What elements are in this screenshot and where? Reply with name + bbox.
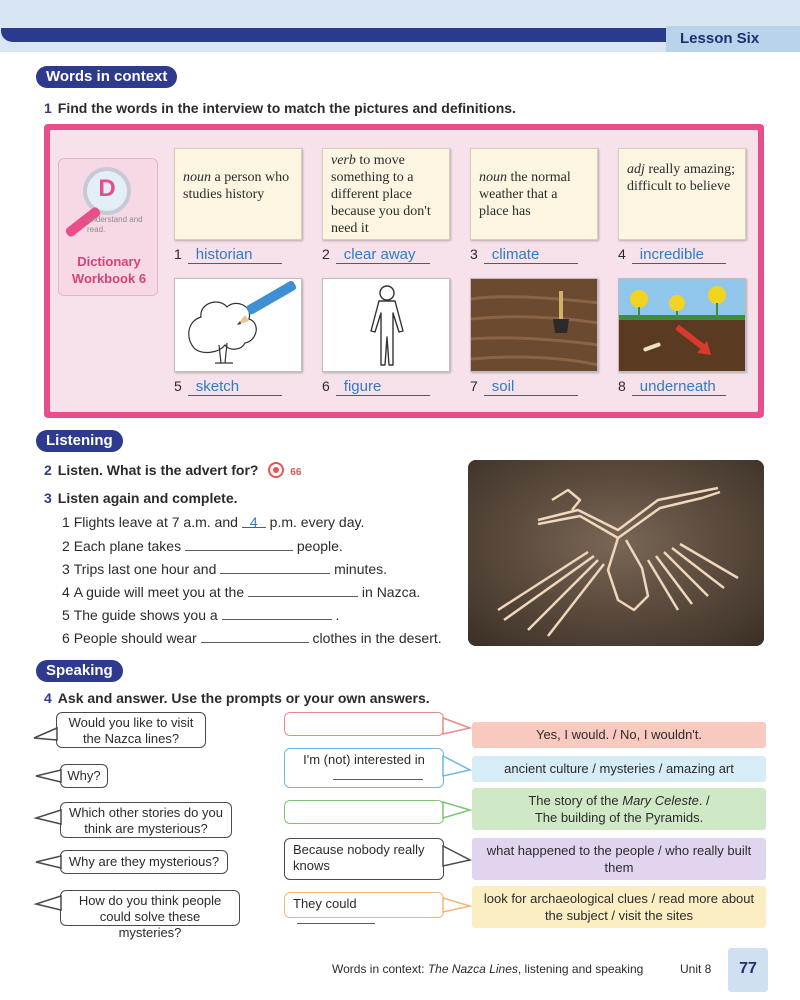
footer-suffix: , listening and speaking [517, 962, 644, 976]
dictionary-title-line2: Workbook 6 [71, 271, 147, 286]
response-text: I'm (not) interested in [303, 752, 425, 767]
dictionary-letter: D [98, 175, 116, 202]
instruction-number: 1 [44, 100, 52, 116]
answer-row-5 [174, 378, 282, 396]
answer-field[interactable]: clear away [336, 246, 430, 264]
footer-italic: The Nazca Lines [427, 962, 518, 976]
prompt-box-1: Yes, I would. / No, I wouldn't. [472, 722, 766, 748]
definition-pos: noun [183, 170, 211, 185]
prompt-box-4: what happened to the people / who really built them [472, 838, 766, 880]
underneath-picture [618, 278, 746, 372]
answer-number: 1 [174, 246, 182, 262]
instruction-3 [44, 490, 238, 506]
answer-blank[interactable] [248, 583, 358, 597]
section-speaking: Speaking [36, 660, 123, 682]
question-bubble-4: Why are they mysterious? [60, 850, 228, 874]
line-number: 4 [62, 584, 70, 600]
answer-field[interactable]: climate [484, 246, 578, 264]
dictionary-title-line1: Dictionary [77, 254, 141, 269]
question-bubble-5: How do you think people could solve these mysteries? [60, 890, 240, 926]
section-words-in-context: Words in context [36, 66, 177, 88]
listening-line-1 [62, 514, 364, 530]
answer-blank[interactable] [185, 537, 293, 551]
line-number: 3 [62, 561, 70, 577]
dictionary-card [58, 158, 158, 296]
line-text-after: in Nazca. [358, 584, 421, 600]
response-blank[interactable] [297, 912, 375, 924]
listening-line-2 [62, 537, 343, 554]
instruction-text: Listen. What is the advert for? [57, 462, 259, 478]
response-bubble-5[interactable] [284, 892, 444, 918]
listening-line-6 [62, 629, 442, 646]
answer-number: 8 [618, 378, 626, 394]
line-number: 1 [62, 514, 70, 530]
answer-number: 2 [322, 246, 330, 262]
nazca-lines-photo [468, 460, 764, 646]
listening-line-3 [62, 560, 387, 577]
audio-track-number: 66 [290, 467, 302, 478]
words-panel-inner [50, 130, 758, 412]
question-tails [30, 720, 64, 920]
listening-line-4 [62, 583, 420, 600]
prompt-text: The building of the Pyramids. [534, 810, 704, 825]
magnifier-icon [83, 167, 131, 215]
instruction-2 [44, 462, 301, 478]
definition-text: a person who studies history [183, 170, 290, 202]
line-number: 6 [62, 630, 70, 646]
line-text-before: A guide will meet you at the [73, 584, 249, 600]
dictionary-title [59, 253, 159, 287]
question-bubble-1: Would you like to visit the Nazca lines? [56, 712, 206, 748]
prompt-text: . / [698, 793, 710, 808]
answer-field[interactable]: soil [484, 378, 578, 396]
definition-pos: noun [479, 170, 507, 185]
answer-blank[interactable]: 4 [242, 514, 266, 528]
words-panel [44, 124, 764, 418]
answer-field[interactable]: historian [188, 246, 282, 264]
footer-text [332, 962, 643, 976]
line-text-after: minutes. [330, 561, 388, 577]
instruction-4 [44, 690, 430, 706]
section-listening: Listening [36, 430, 123, 452]
prompt-box-5: look for archaeological clues / read more about the subject / visit the sites [472, 886, 766, 928]
line-text-before: Trips last one hour and [73, 561, 221, 577]
prompt-box-3 [472, 788, 766, 830]
prompt-italic: Mary Celeste [622, 793, 699, 808]
audio-icon[interactable] [268, 462, 284, 478]
lesson-tab: Lesson Six [666, 26, 800, 52]
answer-row-7 [470, 378, 578, 396]
response-bubble-1[interactable] [284, 712, 444, 736]
answer-field[interactable]: sketch [188, 378, 282, 396]
instruction-number: 3 [44, 490, 52, 506]
line-number: 5 [62, 607, 70, 623]
response-blank[interactable] [333, 768, 423, 780]
line-text-before: The guide shows you a [73, 607, 222, 623]
response-text: Because nobody really knows [293, 842, 425, 873]
answer-number: 6 [322, 378, 330, 394]
line-text-before: Each plane takes [73, 538, 185, 554]
line-text-after: clothes in the desert. [308, 630, 442, 646]
definition-card-4 [618, 148, 746, 240]
line-number: 2 [62, 538, 70, 554]
definition-text: to move something to a different place because you don't need it [331, 153, 431, 236]
instruction-text: Ask and answer. Use the prompts or your own answers. [57, 690, 430, 706]
answer-blank[interactable] [201, 629, 309, 643]
prompt-box-2: ancient culture / mysteries / amazing art [472, 756, 766, 782]
answer-field[interactable]: figure [336, 378, 430, 396]
answer-row-1 [174, 246, 282, 264]
answer-row-6 [322, 378, 430, 396]
line-text-after: people. [292, 538, 343, 554]
sketch-picture [174, 278, 302, 372]
question-bubble-3: Which other stories do you think are mysterious? [60, 802, 232, 838]
definition-card-2 [322, 148, 450, 240]
listening-line-5 [62, 606, 339, 623]
definition-card-3 [470, 148, 598, 240]
footer-unit: Unit 8 [680, 962, 712, 976]
footer-prefix: Words in context: [332, 962, 428, 976]
line-text-after: . [331, 607, 340, 623]
answer-row-4 [618, 246, 726, 264]
response-text: They could [293, 896, 357, 911]
response-bubble-3[interactable] [284, 800, 444, 824]
definition-pos: verb [331, 153, 356, 168]
response-bubble-2[interactable] [284, 748, 444, 788]
response-tails [440, 714, 474, 924]
answer-field[interactable]: underneath [632, 378, 726, 396]
definition-text: really amazing; difficult to believe [627, 162, 736, 194]
dictionary-small-text: understand and read. [87, 215, 143, 234]
header-stripe [0, 28, 681, 42]
line-text-after: p.m. every day. [265, 514, 365, 530]
answer-number: 3 [470, 246, 478, 262]
answer-field[interactable]: incredible [632, 246, 726, 264]
answer-row-3 [470, 246, 578, 264]
answer-row-2 [322, 246, 430, 264]
soil-picture [470, 278, 598, 372]
instruction-text: Listen again and complete. [57, 490, 238, 506]
page-number: 77 [728, 948, 768, 992]
instruction-text: Find the words in the interview to match the pictures and definitions. [57, 100, 516, 116]
response-bubble-4[interactable] [284, 838, 444, 880]
answer-row-8 [618, 378, 726, 396]
answer-blank[interactable] [222, 606, 332, 620]
figure-picture [322, 278, 450, 372]
answer-number: 4 [618, 246, 626, 262]
answer-blank[interactable] [220, 560, 330, 574]
answer-number: 5 [174, 378, 182, 394]
instruction-number: 2 [44, 462, 52, 478]
definition-card-1 [174, 148, 302, 240]
line-text-before: Flights leave at 7 a.m. and [73, 514, 242, 530]
instruction-number: 4 [44, 690, 52, 706]
definition-text: the normal weather that a place has [479, 170, 571, 219]
definition-pos: adj [627, 162, 645, 177]
prompt-text: The story of the [528, 793, 623, 808]
instruction-1 [44, 100, 516, 116]
line-text-before: People should wear [73, 630, 201, 646]
question-bubble-2: Why? [60, 764, 108, 788]
answer-number: 7 [470, 378, 478, 394]
